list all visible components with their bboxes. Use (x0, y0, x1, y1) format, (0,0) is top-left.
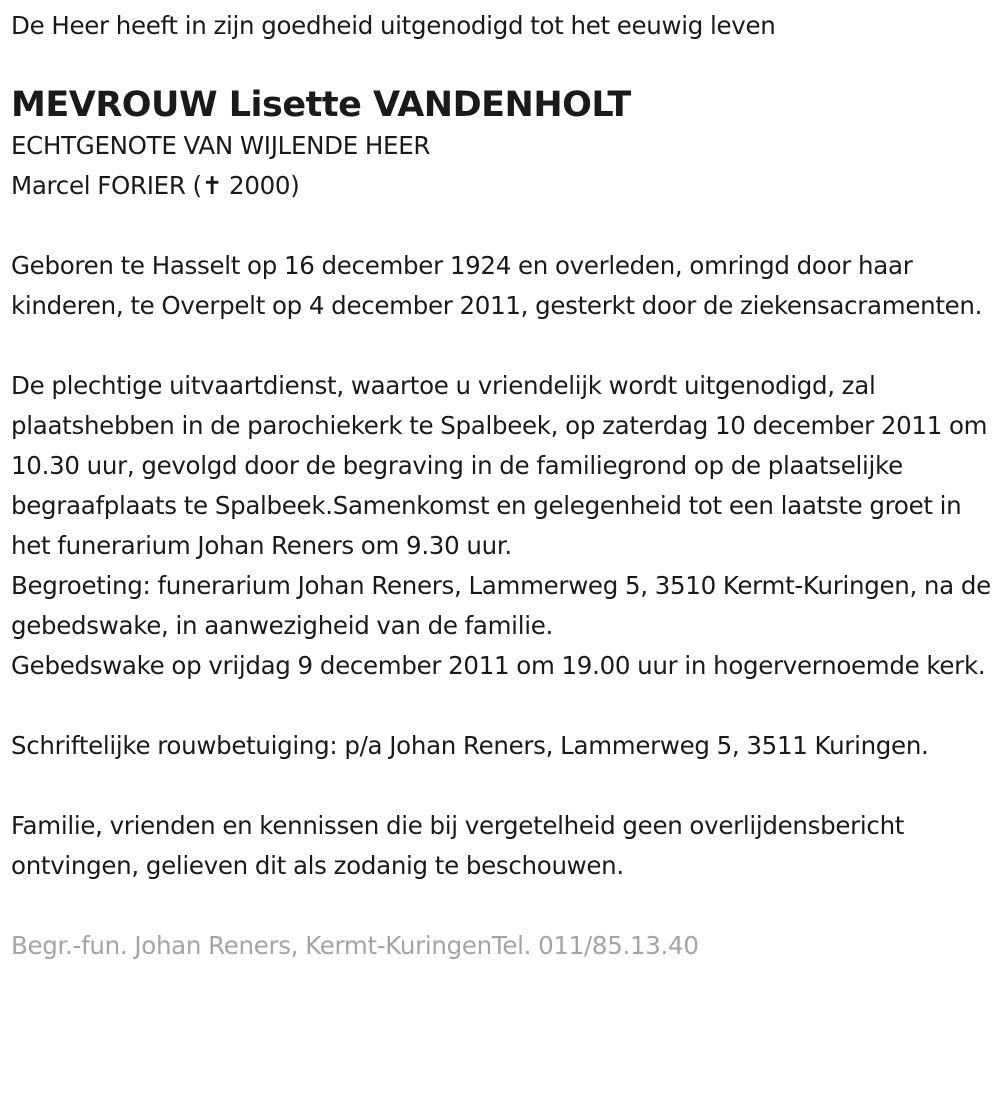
family-note-paragraph: Familie, vrienden en kennissen die bij vergetelheid geen overlijdensbericht ontvingen, gelieven dit als zodanig te beschouwen. (11, 811, 905, 880)
intro-line: De Heer heeft in zijn goedheid uitgenodigd tot het eeuwig leven (11, 11, 776, 40)
birth-death-paragraph: Geboren te Hasselt op 16 december 1924 en overleden, omringd door haar kinderen, te Overpelt op 4 december 2011, gesterkt door de ziekensacramenten. (11, 251, 983, 320)
greeting-paragraph: Begroeting: funerarium Johan Reners, Lammerweg 5, 3510 Kermt-Kuringen, na de gebedswake, in aanwezigheid van de familie. (11, 571, 991, 640)
vigil-paragraph: Gebedswake op vrijdag 9 december 2011 om 19.00 uur in hogervernoemde kerk. (11, 651, 986, 680)
spouse-name: Marcel FORIER ( (11, 171, 202, 200)
funeral-home-footer: Begr.-fun. Johan Reners, Kermt-KuringenTel. 011/85.13.40 (11, 931, 699, 960)
cross-icon: ✝ (201, 171, 223, 200)
deceased-name: MEVROUW Lisette VANDENHOLT (11, 85, 631, 125)
condolence-paragraph: Schriftelijke rouwbetuiging: p/a Johan Reners, Lammerweg 5, 3511 Kuringen. (11, 731, 929, 760)
obituary-notice (11, 6, 991, 966)
spouse-year: 2000) (229, 171, 300, 200)
spouse-title: ECHTGENOTE VAN WIJLENDE HEER (11, 131, 431, 160)
ceremony-block (11, 366, 991, 686)
ceremony-paragraph: De plechtige uitvaartdienst, waartoe u vriendelijk wordt uitgenodigd, zal plaatshebben in de parochiekerk te Spalbeek, op zaterdag 10 december 2011 om 10.30 uur, gevolgd door de begraving in de familiegrond op de plaatselijke begraafplaats te Spalbeek.Samenkomst en gelegenheid tot een laatste groet in het funerarium Johan Reners om 9.30 uur. (11, 371, 988, 560)
spouse-line (11, 166, 991, 206)
